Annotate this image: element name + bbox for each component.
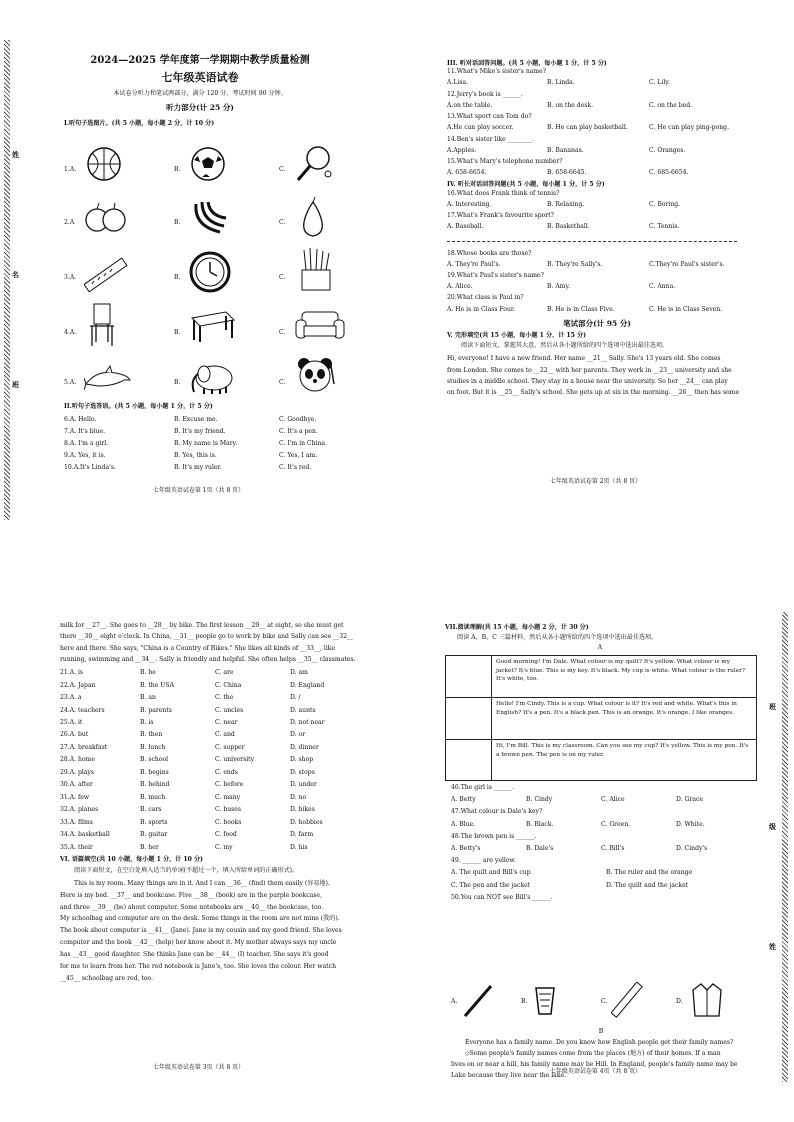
section-a-label: A bbox=[597, 644, 603, 652]
question-49: 49. ______ are yellow. A. The quilt and Bill's cup B. The ruler and the orange C. The pen and the jacket D. The quilt and the jacket bbox=[451, 857, 693, 889]
elephant-icon bbox=[188, 360, 236, 396]
passage-line: and three __39__ (be) about computer. Some notebooks are __40__ the bookcase, too. bbox=[60, 903, 324, 911]
table-picture-cell bbox=[446, 698, 492, 739]
option-b-label: B. bbox=[174, 219, 181, 226]
binding-mark: 级 bbox=[769, 822, 776, 831]
page-3-content bbox=[60, 620, 360, 985]
options-row: 22.A. Japan B. the USA C. China D. England bbox=[60, 681, 325, 689]
options-row: 28.A. home B. school C. university D. shop bbox=[60, 756, 314, 764]
options-row: 30.A. after B. behind C. before D. under bbox=[60, 781, 317, 789]
table-icon bbox=[188, 308, 236, 344]
part-2-questions bbox=[64, 416, 364, 476]
option-label: C. bbox=[601, 998, 608, 1005]
question-13: 13.What sport can Tom do? A.He can play soccer. B. He can play basketball. C. He can play ping-pong. bbox=[447, 113, 730, 132]
exam-subtitle: 七年级英语试卷 bbox=[161, 71, 239, 84]
part-6-heading: VI. 语篇填空(共 10 小题，每小题 1 分，计 10 分) bbox=[60, 856, 203, 864]
options-row: 25.A. it B. is C. near D. not near bbox=[60, 719, 325, 726]
passage-line: for me to learn from her. The red notebook is Jane's, too. She loves the colour. Her watch bbox=[60, 962, 337, 970]
table-row bbox=[446, 740, 756, 781]
question-row: 7.A. It's blue. B. It's my friend. C. It's a pen. bbox=[64, 428, 318, 435]
picture-questions bbox=[64, 136, 364, 436]
page-footer: 七年级英语试卷第 4页（共 8 页） bbox=[549, 1068, 642, 1075]
cloze-passage-continued bbox=[60, 620, 360, 665]
passage-line: there __30__ eight o'clock. In China, __31__ people go to work by bike and Sally can see __32__ bbox=[60, 633, 354, 641]
panda-icon bbox=[294, 354, 338, 398]
question-label: 3.A. bbox=[64, 274, 77, 281]
part-3-heading: III. 听对话回答问题。(共 5 小题，每小题 1 分，计 5 分) bbox=[447, 60, 607, 67]
basketball-icon bbox=[86, 146, 122, 182]
question-17: 17.What's Frank's favourite sport? A. Baseball. B. Basketball. C. Tennis. bbox=[447, 212, 680, 231]
options-row: 31.A. few B. much C. many D. no bbox=[60, 793, 307, 801]
question-20: 20.What class is Paul in? A. He is in Class Four. B. He is in Class Five. C. He is in Class Seven. bbox=[447, 294, 723, 313]
chair-icon bbox=[86, 302, 120, 348]
part-5-heading: V. 完形填空(共 15 小题，每小题 1 分，计 15 分) bbox=[447, 331, 587, 339]
dashed-divider bbox=[447, 241, 737, 242]
passage-line: ◇Some people's family names come from the places (地方) of their homes. If a man bbox=[465, 1050, 721, 1058]
option-c-label: C. bbox=[279, 166, 286, 173]
part-7-heading: VII.阅读理解(共 15 小题，每小题 2 分，计 30 分) bbox=[445, 624, 589, 631]
page-footer: 七年级英语试卷第 3页（共 8 页） bbox=[152, 1064, 245, 1071]
option-label: D. bbox=[676, 998, 683, 1005]
question-19: 19.What's Paul's sister's name? A. Alice. B. Amy. C. Anna. bbox=[447, 271, 676, 291]
option-c-label: C. bbox=[279, 379, 286, 386]
passage-line: computer and the book __42__ (help) her know about it. My mother always says my uncle bbox=[60, 939, 337, 947]
exam-title: 2024—2025 学年度第一学期期中教学质量检测 bbox=[90, 55, 310, 66]
soccer-ball-icon bbox=[190, 146, 226, 182]
passage-line: __45__ schoolbag are red, too. bbox=[60, 974, 154, 982]
passage-line: Hi, everyone! I have a new friend. Her name __21__ Sally. She's 13 years old. She comes bbox=[447, 355, 721, 363]
table-picture-cell bbox=[446, 656, 492, 697]
question-label: 1.A. bbox=[64, 166, 77, 173]
pear-icon bbox=[296, 196, 330, 238]
page-1 bbox=[0, 40, 397, 520]
binding-mark: 班 bbox=[769, 702, 776, 711]
binding-mark: 名 bbox=[12, 270, 19, 279]
options-row: 23.A. a B. an C. the D. / bbox=[60, 694, 301, 702]
passage-line: here and there. She says, "China is a Country of Bikes." She likes all kinds of __33__, like bbox=[60, 644, 336, 652]
question-12: 12.Jerry's book is ______. A.on the table. B. on the desk. C. on the bed. bbox=[447, 90, 693, 109]
question-48: 48.The brown pen is ______. A. Betty's B. Dale's C. Bill's D. Cindy's bbox=[451, 832, 708, 852]
question-50: 50.You can NOT see Bill's ______. bbox=[451, 893, 553, 901]
ruler-icon bbox=[84, 254, 128, 294]
pencil-holder-icon bbox=[296, 246, 336, 294]
binding-strip bbox=[4, 40, 10, 520]
passage-line: studies in a middle school. They stay in a house near the university. So her __24__ can play bbox=[447, 377, 728, 385]
writing-section-title: 笔试部分(计 95 分) bbox=[563, 318, 631, 328]
option-label: B. bbox=[521, 998, 528, 1005]
page-footer: 七年级英语试卷第 2页（共 8 页） bbox=[549, 478, 642, 485]
option-c-label: C. bbox=[279, 219, 286, 226]
part-3-block bbox=[447, 60, 747, 398]
question-row: 10.A.It's Linda's. B. It's my ruler. C. It's red. bbox=[64, 464, 312, 471]
cloze-options bbox=[60, 667, 360, 854]
question-row: 8.A. I'm a girl. B. My name is Mary. C. I'm in China. bbox=[64, 440, 327, 447]
part-1-heading: I.听句子选图片。(共 5 小题，每小题 2 分，计 10 分) bbox=[64, 120, 215, 127]
bananas-icon bbox=[190, 198, 230, 238]
question-15: 15.What's Mary's telephone number? A. 658-6654. B. 658-6645. C. 685-6654. bbox=[447, 157, 689, 177]
apples-icon bbox=[84, 200, 128, 236]
page-footer: 七年级英语试卷第 1页（共 8 页） bbox=[152, 487, 245, 494]
jacket-icon bbox=[689, 980, 725, 1020]
table-picture-cell bbox=[446, 740, 492, 781]
options-row: 26.A. but B. then C. and D. or bbox=[60, 731, 306, 739]
binding-mark: 班 bbox=[12, 380, 19, 389]
passage-line: This is my room. Many things are in it. And I can __36__ (find) them easily (容易地). bbox=[74, 879, 330, 887]
part-2-heading: II.听句子选答语。(共 5 小题，每小题 1 分，计 5 分) bbox=[64, 403, 213, 410]
part-6-instruction: 阅读下面短文，在空白处填入适当的单词(不超过一个，填入所给单词的正确形式)。 bbox=[74, 866, 299, 874]
options-row: 32.A. planes B. cars C. buses D. bikes bbox=[60, 806, 315, 814]
question-row: 6.A. Hello. B. Excuse me. C. Goodbye. bbox=[64, 416, 317, 423]
passage-line: My schoolbag and computer are on the desk. Some things in the room are not mine (我的). bbox=[60, 915, 340, 923]
section-b-label: B bbox=[598, 1028, 604, 1035]
part-5-instruction: 阅读下面短文，掌握其大意，然后从各小题所给的四个选项中选出最佳选项。 bbox=[461, 342, 669, 350]
passage-line: Lake because they live near the lake. bbox=[451, 1072, 567, 1080]
binding-mark: 姓 bbox=[769, 942, 776, 951]
question-row: 9.A. Yes, it is. B. Yes, this is. C. Yes, I am. bbox=[64, 452, 318, 459]
option-b-label: B. bbox=[174, 166, 181, 173]
question-label: 2.A bbox=[64, 219, 75, 226]
part-7-header bbox=[445, 624, 755, 653]
passage-line: running, swimming and __34__. Sally is friendly and helpful. She often helps __35__ classmates. bbox=[60, 655, 356, 663]
question-label: 4.A. bbox=[64, 329, 77, 336]
page-3 bbox=[0, 612, 397, 1082]
passage-line: milk for __27__. She goes to __28__ by bike. The first lesson __29__ at eight, so she must get bbox=[60, 622, 344, 629]
exam-note: 本试卷分听力和笔试两部分，满分 120 分，考试时间 90 分钟。 bbox=[113, 90, 287, 97]
option-c-label: C. bbox=[279, 274, 286, 281]
passage-line: lives on or near a hill, his family name may be Hill. In England, people's family name may be bbox=[451, 1061, 738, 1069]
part-7-instruction: 阅读 A、B、C 三篇材料，然后从各小题所给的四个选项中选出最佳选项。 bbox=[457, 634, 658, 642]
reading-a-questions bbox=[451, 782, 751, 904]
reading-a-table bbox=[445, 655, 757, 781]
question-14: 14.Ben's sister like ________. A.Apples. B. Bananas. C. Oranges. bbox=[447, 135, 686, 154]
part-4-heading: IV. 听长对话回答问题(共 5 小题，每小题 1 分，计 5 分) bbox=[447, 181, 605, 189]
sofa-icon bbox=[294, 308, 346, 344]
question-50-pictures bbox=[451, 982, 751, 1022]
option-b-label: B. bbox=[174, 379, 181, 386]
passage-line: The book about computer is __41__ (Jane). Jane is my cousin and my good friend. She loves bbox=[60, 927, 342, 935]
table-row bbox=[446, 698, 756, 740]
table-text-cell: Good morning! I'm Dale. What colour is my quilt? It's yellow. What colour is my jacket? It's blue. This is my key. It's black. My cup is white. What colour is the ruler? It's white, too. bbox=[496, 659, 746, 683]
table-text-cell: Hi, I'm Bill. This is my classroom. Can you see my cup? It's yellow. This is my pen. It's a brown pen. The pen is on my ruler. bbox=[496, 743, 749, 758]
table-row bbox=[446, 656, 756, 698]
passage-line: has __43__ good daughter. She thinks Jane can be __44__ (I) teacher. She says it's good bbox=[60, 951, 329, 959]
option-b-label: B. bbox=[174, 274, 181, 281]
binding-mark: 姓 bbox=[12, 150, 19, 159]
binding-strip bbox=[782, 612, 788, 1082]
page-4 bbox=[397, 612, 794, 1082]
ruler-icon bbox=[611, 982, 645, 1018]
option-c-label: C. bbox=[279, 329, 286, 336]
listening-section-title: 听力部分(计 25 分) bbox=[166, 103, 234, 112]
ping-pong-paddle-icon bbox=[294, 144, 334, 184]
cloze-passage bbox=[447, 353, 747, 398]
passage-line: from London. She comes to __22__ with her parents. They work in __23__ university and she bbox=[447, 366, 732, 374]
options-row: 35.A. their B. her C. my D. his bbox=[60, 843, 308, 851]
question-11: 11.What's Mike's sister's name? A.Lisa. B. Linda. C. Lily. bbox=[447, 68, 670, 87]
question-47: 47.What colour is Dale's key? A. Blue. B. Black. C. Green. D. White. bbox=[451, 808, 705, 828]
passage-line: Here is my bed. __37__ and bookcase. Five __38__ (book) are in the purple bookcase, bbox=[60, 891, 322, 899]
options-row: 27.A. breakfast B. lunch C. supper D. dinner bbox=[60, 743, 319, 751]
question-18: 18.Whose books are those? A. They're Paul's. B. They're Sally's. C.They're Paul's sister's. bbox=[447, 249, 725, 268]
table-text-cell: Hello! I'm Cindy. This is a cup. What colour is it? It's red and white. What's this in English? It's a pen. It's a black pen. This is an orange. It's orange. I like oranges. bbox=[496, 701, 737, 716]
pen-icon bbox=[461, 982, 495, 1018]
passage-line: Everyone has a family name. Do you know how English people get their family names? bbox=[465, 1039, 734, 1047]
option-b-label: B. bbox=[174, 329, 181, 336]
options-row: 21.A. is B. be C. are D. am bbox=[60, 669, 308, 677]
page-2 bbox=[397, 40, 794, 520]
passage-line: on foot. But it is __25__ Sally's school. She gets up at six in the morning. __26__ then has some bbox=[447, 389, 740, 397]
clock-icon bbox=[188, 250, 232, 294]
cup-icon bbox=[533, 984, 557, 1016]
options-row: 24.A. teachers B. parents C. uncles D. aunts bbox=[60, 706, 316, 714]
options-row: 34.A. basketball B. guitar C. food D. farm bbox=[60, 831, 314, 839]
question-46: 46.The girl is ______. A. Betty B. Cindy C. Alice D. Grace bbox=[451, 784, 703, 804]
question-label: 5.A. bbox=[64, 379, 77, 386]
options-row: 33.A. films B. sports C. books D. hobbies bbox=[60, 818, 323, 826]
question-16: 16.What does Frank think of tennis? A. Interesting. B. Relaxing. C. Boring. bbox=[447, 189, 681, 208]
options-row: 29.A. plays B. begins C. ends D. stops bbox=[60, 768, 315, 776]
option-label: A. bbox=[451, 998, 458, 1005]
gap-fill-passage bbox=[60, 878, 360, 985]
dolphin-icon bbox=[84, 364, 132, 394]
